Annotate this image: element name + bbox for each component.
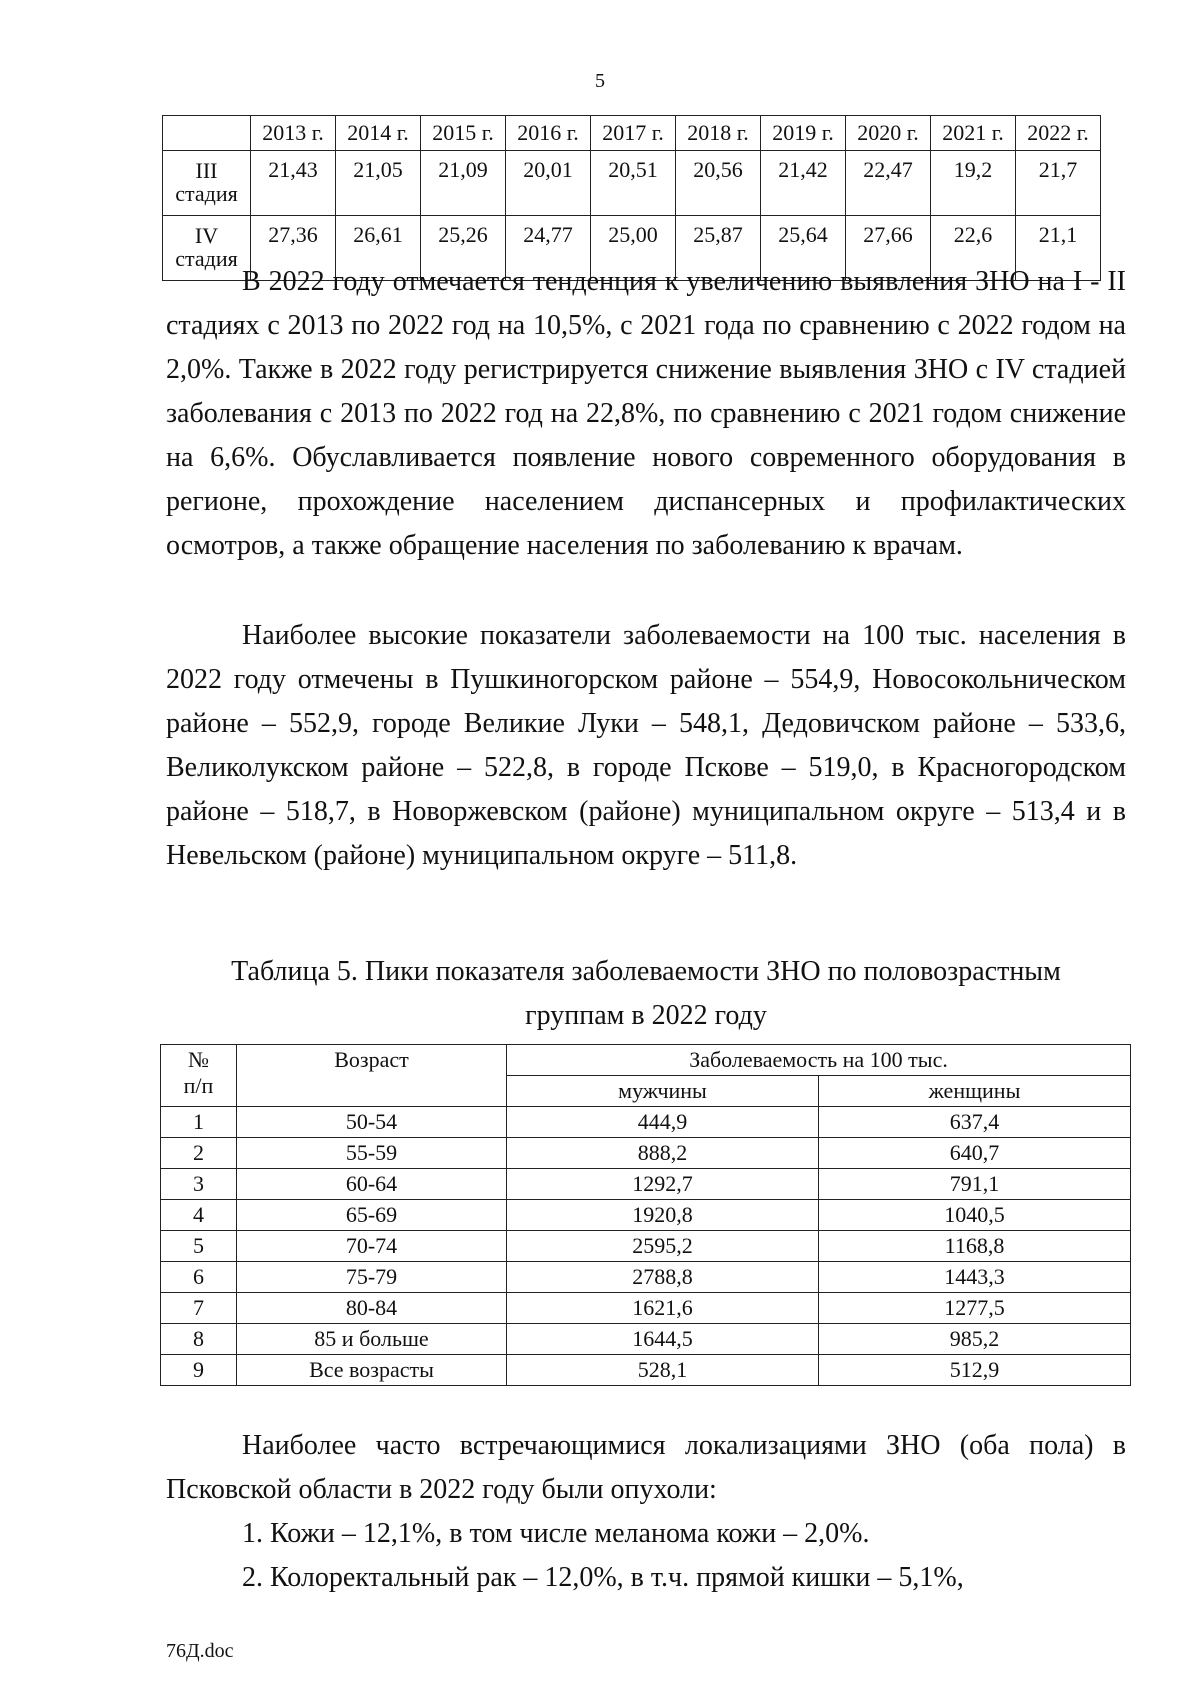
men-value: 1621,6: [507, 1293, 819, 1324]
row-number: 3: [161, 1169, 237, 1200]
stage-value: 25,64: [761, 216, 846, 281]
stage-value: 20,01: [506, 151, 591, 216]
footer-filename: 76Д.doc: [166, 1640, 234, 1662]
incidence-header: Заболеваемость на 100 тыс.: [507, 1045, 1131, 1076]
table-row: [161, 1262, 1131, 1293]
year-header: 2018 г.: [676, 116, 761, 151]
list-item-skin: 1. Кожи – 12,1%, в том числе меланома кожи – 2,0%.: [242, 1518, 870, 1549]
women-header: женщины: [819, 1076, 1131, 1107]
men-value: 2595,2: [507, 1231, 819, 1262]
peak-incidence-table: [160, 1044, 1131, 1386]
stage-label-word: стадия: [175, 246, 238, 271]
age-group: 85 и больше: [237, 1324, 507, 1355]
stage-label: [163, 151, 251, 216]
age-group: Все возрасты: [237, 1355, 507, 1386]
year-header: 2014 г.: [336, 116, 421, 151]
stage-value: 21,05: [336, 151, 421, 216]
age-group: 80-84: [237, 1293, 507, 1324]
table-row: [163, 151, 1101, 216]
men-value: 444,9: [507, 1107, 819, 1138]
year-header: 2021 г.: [931, 116, 1016, 151]
table5-caption-line2: группам в 2022 году: [525, 1000, 767, 1031]
year-header: 2017 г.: [591, 116, 676, 151]
paragraph-district-incidence: Наиболее высокие показатели заболеваемости на 100 тыс. населения в 2022 году отмечены в Пушкиногорском районе – 554,9, Новосокольническом районе – 552,9, городе Великие Луки – 548,1, Дедовичском районе – 533,6, Великолукском районе – 522,8, в городе Пскове – 519,0, в Красногородском районе – 518,7, в Новоржевском (районе) муниципальном округе – 513,4 и в Невельском (районе) муниципальном округе – 511,8.: [166, 620, 1126, 871]
women-value: 1443,3: [819, 1262, 1131, 1293]
stage-table: [162, 115, 1101, 281]
stage-value: 27,66: [846, 216, 931, 281]
table5-caption: [166, 950, 1126, 1038]
row-number: 6: [161, 1262, 237, 1293]
stage-value: 19,2: [931, 151, 1016, 216]
stage-value: 25,00: [591, 216, 676, 281]
row-number: 9: [161, 1355, 237, 1386]
stage-value: 20,51: [591, 151, 676, 216]
paragraph-localizations: Наиболее часто встречающимися локализациями ЗНО (оба пола) в Псковской области в 2022 году были опухоли:: [166, 1430, 1126, 1505]
men-value: 528,1: [507, 1355, 819, 1386]
stage-value: 21,43: [251, 151, 336, 216]
list-item-colorectal: 2. Колоректальный рак – 12,0%, в т.ч. прямой кишки – 5,1%,: [242, 1562, 964, 1593]
stage-table-corner: [163, 116, 251, 151]
table-row: [161, 1107, 1131, 1138]
table-row: [161, 1169, 1131, 1200]
row-number: 1: [161, 1107, 237, 1138]
women-value: 985,2: [819, 1324, 1131, 1355]
table-row: [161, 1355, 1131, 1386]
stage-value: 21,42: [761, 151, 846, 216]
stage-label-numeral: III: [195, 158, 218, 183]
row-number: 7: [161, 1293, 237, 1324]
peak-table-header-row: [161, 1045, 1131, 1076]
num-header: [161, 1045, 237, 1107]
row-number: 2: [161, 1138, 237, 1169]
year-header: 2020 г.: [846, 116, 931, 151]
age-group: 50-54: [237, 1107, 507, 1138]
men-value: 2788,8: [507, 1262, 819, 1293]
women-value: 1040,5: [819, 1200, 1131, 1231]
stage-label-word: стадия: [175, 181, 238, 206]
stage-table-header-row: [163, 116, 1101, 151]
age-group: 75-79: [237, 1262, 507, 1293]
year-header: 2019 г.: [761, 116, 846, 151]
paragraph-stage-trend: В 2022 году отмечается тенденция к увеличению выявления ЗНО на I - II стадиях с 2013 по 2022 год на 10,5%, с 2021 года по сравнению с 2022 годом на 2,0%. Также в 2022 году регистрируется снижение выявления ЗНО с IV стадией заболевания с 2013 по 2022 год на 22,8%, по сравнению с 2021 годом снижение на 6,6%. Обуславливается появление нового современного оборудования в регионе, прохождение населением диспансерных и профилактических осмотров, а также обращение населения по заболеванию к врачам.: [166, 266, 1126, 561]
stage-value: 25,87: [676, 216, 761, 281]
men-value: 1292,7: [507, 1169, 819, 1200]
stage-value: 21,1: [1016, 216, 1101, 281]
num-header-symbol: №: [188, 1047, 209, 1072]
stage-value: 24,77: [506, 216, 591, 281]
table-row: [161, 1138, 1131, 1169]
stage-label-numeral: IV: [194, 223, 219, 248]
row-number: 5: [161, 1231, 237, 1262]
stage-value: 20,56: [676, 151, 761, 216]
stage-value: 27,36: [251, 216, 336, 281]
year-header: 2022 г.: [1016, 116, 1101, 151]
age-group: 70-74: [237, 1231, 507, 1262]
men-value: 888,2: [507, 1138, 819, 1169]
table-row: [161, 1324, 1131, 1355]
year-header: 2013 г.: [251, 116, 336, 151]
women-value: 637,4: [819, 1107, 1131, 1138]
stage-value: 26,61: [336, 216, 421, 281]
stage-value: 21,7: [1016, 151, 1101, 216]
stage-value: 25,26: [421, 216, 506, 281]
table-row: [161, 1200, 1131, 1231]
row-number: 8: [161, 1324, 237, 1355]
men-header: мужчины: [507, 1076, 819, 1107]
table5-caption-line1: Таблица 5. Пики показателя заболеваемости ЗНО по половозрастным: [231, 956, 1061, 987]
year-header: 2015 г.: [421, 116, 506, 151]
men-value: 1920,8: [507, 1200, 819, 1231]
men-value: 1644,5: [507, 1324, 819, 1355]
table-row: [161, 1231, 1131, 1262]
stage-value: 21,09: [421, 151, 506, 216]
women-value: 791,1: [819, 1169, 1131, 1200]
table-row: [161, 1293, 1131, 1324]
women-value: 640,7: [819, 1138, 1131, 1169]
women-value: 512,9: [819, 1355, 1131, 1386]
women-value: 1168,8: [819, 1231, 1131, 1262]
stage-value: 22,47: [846, 151, 931, 216]
age-group: 65-69: [237, 1200, 507, 1231]
age-group: 60-64: [237, 1169, 507, 1200]
age-header: Возраст: [237, 1045, 507, 1107]
year-header: 2016 г.: [506, 116, 591, 151]
num-header-abbr: п/п: [183, 1073, 214, 1098]
women-value: 1277,5: [819, 1293, 1131, 1324]
page-number: 5: [595, 70, 605, 92]
age-group: 55-59: [237, 1138, 507, 1169]
row-number: 4: [161, 1200, 237, 1231]
stage-value: 22,6: [931, 216, 1016, 281]
